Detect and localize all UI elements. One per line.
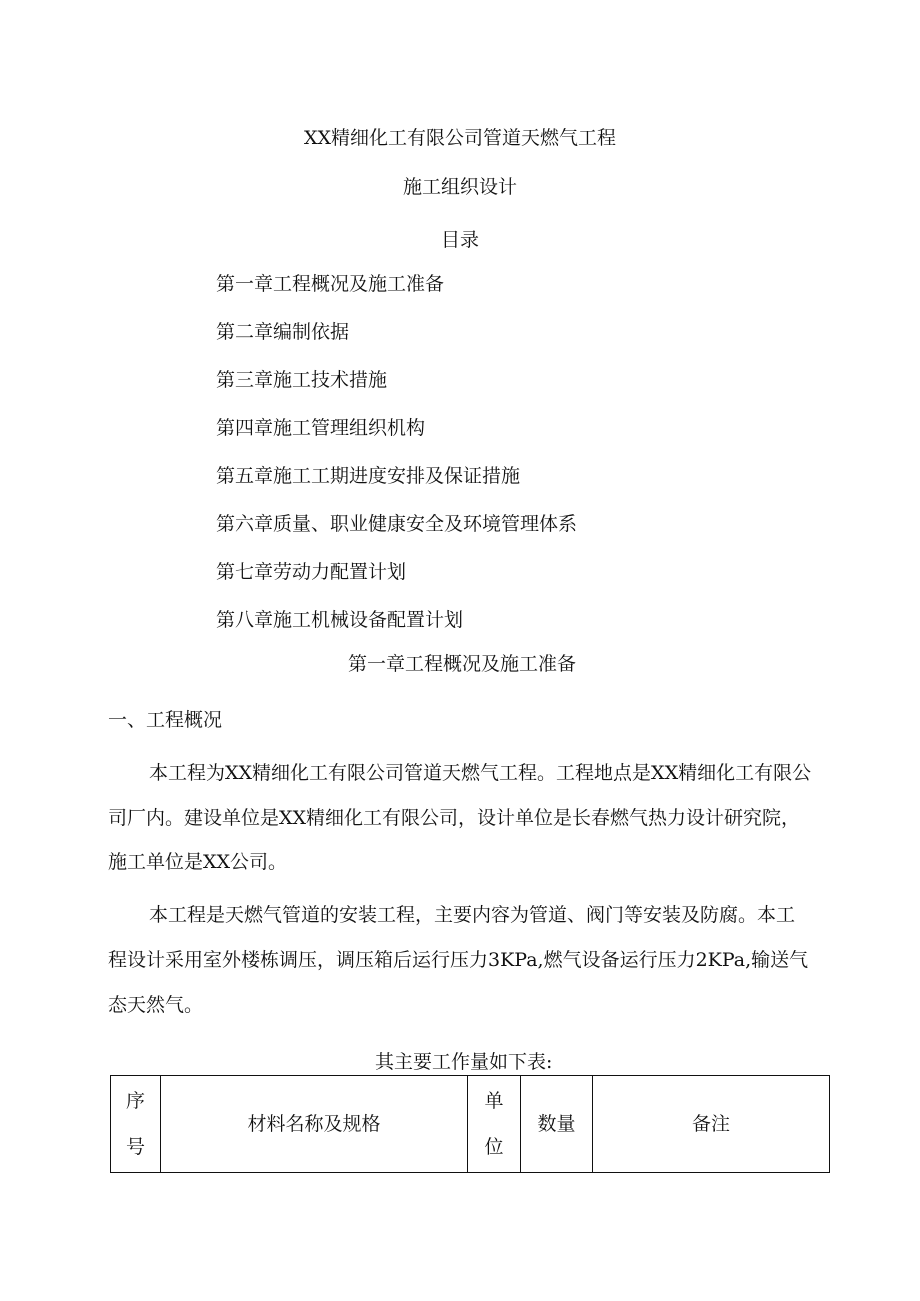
paragraph-2-line-2: 程设计采用室外楼栋调压，调压箱后运行压力3KPa,燃气设备运行压力2KPa,输送气 bbox=[108, 949, 809, 971]
header-seq-line-1: 序 bbox=[125, 1090, 145, 1112]
toc-item-chapter-8[interactable]: 第八章施工机械设备配置计划 bbox=[216, 609, 464, 631]
toc-item-chapter-2[interactable]: 第二章编制依据 bbox=[216, 321, 350, 343]
document-title: XX精细化工有限公司管道天燃气工程 bbox=[303, 127, 617, 149]
toc-item-chapter-4[interactable]: 第四章施工管理组织机构 bbox=[216, 417, 426, 439]
header-unit bbox=[468, 1076, 521, 1173]
header-unit-line-2: 位 bbox=[484, 1136, 504, 1158]
toc-item-chapter-5[interactable]: 第五章施工工期进度安排及保证措施 bbox=[216, 465, 521, 487]
header-seq-line-2: 号 bbox=[125, 1136, 145, 1158]
toc-item-chapter-7[interactable]: 第七章劳动力配置计划 bbox=[216, 561, 407, 583]
section-heading-project-overview: 一、工程概况 bbox=[108, 709, 223, 731]
toc-item-chapter-6[interactable]: 第六章质量、职业健康安全及环境管理体系 bbox=[216, 513, 578, 535]
paragraph-2-line-1: 本工程是天燃气管道的安装工程，主要内容为管道、阀门等安装及防腐。本工 bbox=[149, 904, 796, 926]
table-header-row bbox=[111, 1076, 830, 1173]
paragraph-1-line-1: 本工程为XX精细化工有限公司管道天燃气工程。工程地点是XX精细化工有限公 bbox=[149, 762, 812, 784]
document-subtitle: 施工组织设计 bbox=[402, 176, 517, 198]
header-unit-line-1: 单 bbox=[484, 1090, 504, 1112]
header-material-name: 材料名称及规格 bbox=[161, 1076, 468, 1173]
header-seq-no bbox=[111, 1076, 161, 1173]
paragraph-1-line-3: 施工单位是XX公司。 bbox=[108, 851, 288, 873]
workload-table bbox=[110, 1075, 830, 1173]
toc-heading: 目录 bbox=[440, 229, 479, 251]
toc-item-chapter-1[interactable]: 第一章工程概况及施工准备 bbox=[216, 273, 445, 295]
header-remark: 备注 bbox=[593, 1076, 830, 1173]
paragraph-1-line-2: 司厂内。建设单位是XX精细化工有限公司，设计单位是长春燃气热力设计研究院， bbox=[108, 807, 801, 829]
paragraph-2-line-3: 态天然气。 bbox=[108, 994, 204, 1016]
toc-item-chapter-3[interactable]: 第三章施工技术措施 bbox=[216, 369, 388, 391]
header-quantity: 数量 bbox=[521, 1076, 593, 1173]
chapter-1-heading: 第一章工程概况及施工准备 bbox=[348, 653, 577, 675]
table-caption: 其主要工作量如下表: bbox=[375, 1051, 553, 1073]
